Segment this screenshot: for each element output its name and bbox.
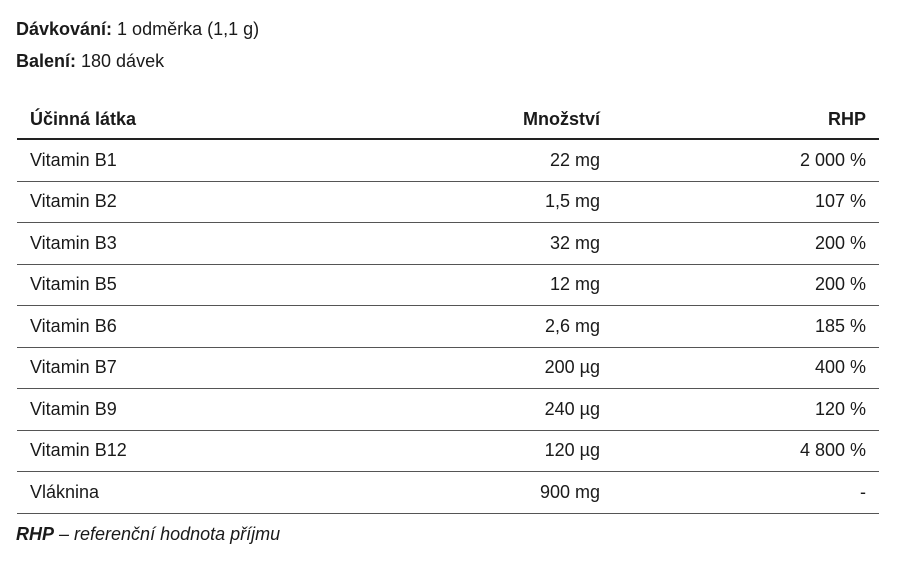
ingredient-cell: Vitamin B12 [30, 440, 127, 461]
rhp-cell: 185 % [814, 315, 866, 336]
footnote-abbreviation: RHP [16, 524, 55, 544]
ingredients-table [17, 100, 879, 514]
rhp-cell: 4 800 % [799, 440, 866, 461]
table-row [17, 139, 879, 181]
dosage-line [16, 18, 259, 40]
rhp-cell: 200 % [814, 232, 866, 253]
amount-cell: 240 µg [544, 398, 600, 419]
ingredient-cell: Vitamin B2 [30, 191, 117, 212]
dosage-value: 1 odměrka (1,1 g) [112, 19, 260, 39]
rhp-cell: 2 000 % [799, 149, 866, 170]
packaging-value: 180 dávek [76, 51, 165, 71]
ingredient-cell: Vitamin B1 [30, 149, 117, 170]
rhp-cell: 107 % [814, 191, 866, 212]
header-rhp: RHP [827, 108, 866, 129]
header-ingredient: Účinná látka [30, 108, 137, 129]
table-header-row [17, 100, 879, 139]
amount-cell: 12 mg [549, 274, 600, 295]
ingredient-cell: Vláknina [30, 481, 100, 502]
amount-cell: 32 mg [549, 232, 600, 253]
amount-cell: 22 mg [549, 149, 600, 170]
table-body [17, 139, 879, 513]
table-row [17, 389, 879, 431]
ingredient-cell: Vitamin B3 [30, 232, 117, 253]
packaging-label: Balení: [16, 51, 77, 71]
table-row [17, 306, 879, 348]
table-row [17, 264, 879, 306]
footnote-text: – referenční hodnota příjmu [54, 524, 281, 544]
table-row [17, 472, 879, 514]
packaging-line [16, 50, 164, 72]
ingredient-cell: Vitamin B9 [30, 398, 117, 419]
table-row [17, 347, 879, 389]
amount-cell: 120 µg [544, 440, 600, 461]
ingredient-cell: Vitamin B6 [30, 315, 117, 336]
ingredient-cell: Vitamin B7 [30, 357, 117, 378]
table-row [17, 223, 879, 265]
dosage-label: Dávkování: [16, 19, 113, 39]
amount-cell: 1,5 mg [544, 191, 600, 212]
amount-cell: 2,6 mg [544, 315, 600, 336]
amount-cell: 200 µg [544, 357, 600, 378]
amount-cell: 900 mg [539, 481, 600, 502]
rhp-cell: - [860, 481, 866, 502]
footnote [16, 524, 280, 545]
header-amount: Množství [522, 108, 600, 129]
table-row [17, 430, 879, 472]
ingredient-cell: Vitamin B5 [30, 274, 117, 295]
table-row [17, 181, 879, 223]
rhp-cell: 200 % [814, 274, 866, 295]
rhp-cell: 400 % [814, 357, 866, 378]
rhp-cell: 120 % [814, 398, 866, 419]
